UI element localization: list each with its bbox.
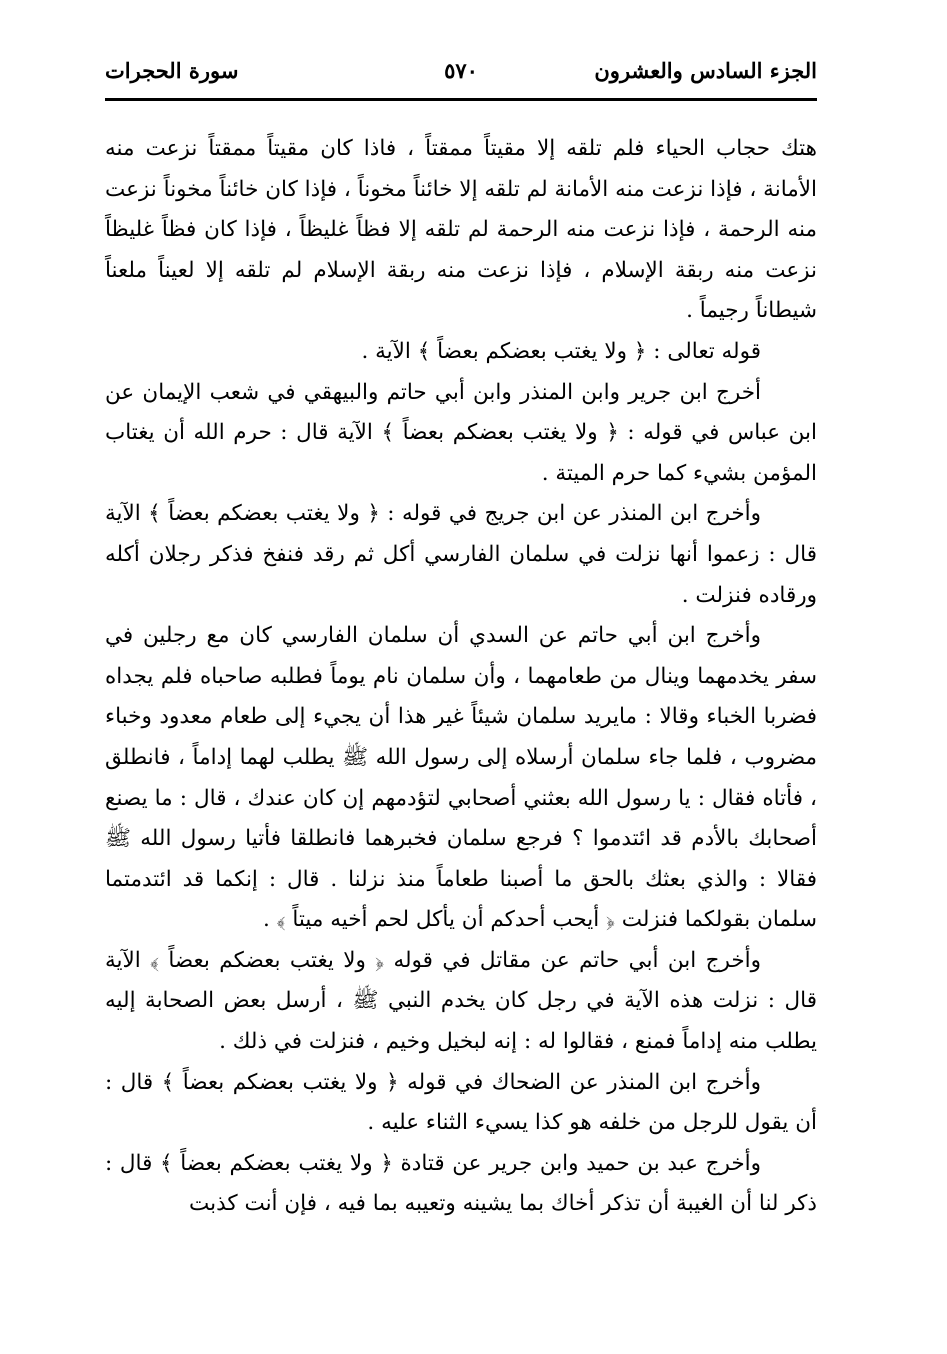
paragraph: وأخرج ابن أبي حاتم عن مقاتل في قوله ﴿ ولا يغتب بعضكم بعضاً ﴾ الآية قال : نزلت هذه الآية في رجل كان يخدم النبي ﷺ ، أرسل بعض الصحابة إليه يطلب منه إداماً فمنع ، فقالوا له : إنه لبخيل وخيم ، فنزلت في ذلك .: [105, 947, 817, 1055]
running-header: [105, 52, 817, 101]
paragraph: وأخرج ابن المنذر عن ابن جريج في قوله : ﴿ ولا يغتب بعضكم بعضاً ﴾ الآية قال : زعموا أنها نزلت في سلمان الفارسي أكل ثم رقد فنفخ فذكر رجلان أكله ورقاده فنزلت .: [105, 501, 817, 608]
paragraph: أخرج ابن جرير وابن المنذر وابن أبي حاتم والبيهقي في شعب الإيمان عن ابن عباس في قوله : ﴿ ولا يغتب بعضكم بعضاً ﴾ الآية قال : حرم الله أن يغتاب المؤمن بشيء كما حرم الميتة .: [105, 379, 817, 486]
paragraph: هتك حجاب الحياء فلم تلقه إلا مقيتاً ممقتاً ، فاذا كان مقيتاً ممقتاً نزعت منه الأمانة ، فإذا نزعت منه الأمانة لم تلقه إلا خائناً مخوناً ، فإذا كان خائناً مخوناً نزعت منه الرحمة ، فإذا نزعت منه الرحمة لم تلقه إلا فظاً غليظاً ، فإذا كان فظاً غليظاً نزعت منه ربقة الإسلام ، فإذا نزعت منه ربقة الإسلام لم تلقه إلا لعيناً ملعناً شيطاناً رجيماً .: [105, 136, 817, 324]
paragraph: وأخرج ابن أبي حاتم عن السدي أن سلمان الفارسي كان مع رجلين في سفر يخدمهما وينال من طعامهما ، وأن سلمان نام يوماً فطلبه صاحباه فلم يجداه فضربا الخباء وقالا : مايريد سلمان شيئاً غير هذا أن يجيء إلى طعام معدود وخباء مضروب ، فلما جاء سلمان أرسلاه إلى رسول الله ﷺ يطلب لهما إداماً ، فانطلق ، فأتاه فقال : يا رسول الله بعثني أصحابي لتؤدمهم إن كان عندك ، قال : ما يصنع أصحابك بالأدم قد ائتدموا ؟ فرجع سلمان فخبرهما فانطلقا فأتيا رسول الله ﷺ فقالا : والذي بعثك بالحق ما أصبنا طعاماً منذ نزلنا . قال : إنكما قد ائتدمتما سلمان بقولكما فنزلت ﴿ أيحب أحدكم أن يأكل لحم أخيه ميتاً ﴾ .: [105, 623, 817, 933]
part-title: الجزء السادس والعشرون: [594, 58, 817, 83]
page-number: ٥٧٠: [444, 58, 478, 83]
document-page: [105, 52, 817, 1312]
paragraph: وأخرج ابن المنذر عن الضحاك في قوله ﴿ ولا يغتب بعضكم بعضاً ﴾ قال : أن يقول للرجل من خلفه هو كذا يسيء الثناء عليه .: [105, 1069, 817, 1136]
surah-title: سورة الحجرات: [105, 58, 239, 83]
paragraph: وأخرج عبد بن حميد وابن جرير عن قتادة ﴿ ولا يغتب بعضكم بعضاً ﴾ قال : ذكر لنا أن الغيبة أن تذكر أخاك بما يشينه وتعيبه بما فيه ، فإن أنت كذبت: [105, 1150, 817, 1217]
paragraph: قوله تعالى : ﴿ ولا يغتب بعضكم بعضاً ﴾ الآية .: [361, 338, 761, 364]
body-text: [105, 129, 817, 1225]
